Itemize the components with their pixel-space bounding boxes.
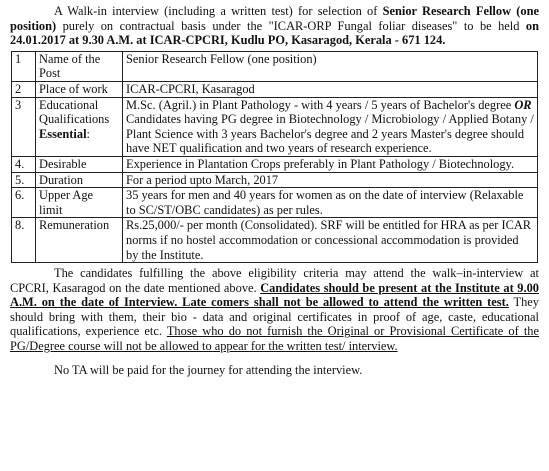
- row-label: Upper Age limit: [36, 188, 123, 218]
- table-row: [12, 188, 538, 218]
- row-value: Experience in Plantation Crops preferably in Plant Pathology / Biotechnology.: [123, 156, 538, 172]
- row-number: 6.: [12, 188, 36, 218]
- timing-warning: Candidates should be present at the Institute at 9.00 A.M. on the date of Interview. Late comers shall not be allowed to attend the written test.: [10, 280, 539, 310]
- documents-text: They should bring with them, their bio - data and original certificates in proof of age, caste, educational qualifications, experience etc.: [10, 295, 539, 339]
- label-suffix: :: [86, 126, 90, 141]
- qualification-text-b: Candidates having PG degree in Biotechnology / Microbiology / Applied Botany / Plant Science with 3 years Bachelor's degree and 2 years Master's degree should have NET qualification and two years of research experience.: [126, 112, 534, 156]
- row-value: Rs.25,000/- per month (Consolidated). SRF will be entitled for HRA as per ICAR norms if no hostel accommodation or concessional accommodation is provided by the Institute.: [123, 218, 538, 263]
- instructions-paragraph: [10, 266, 539, 354]
- row-number: 2: [12, 81, 36, 97]
- row-label: Name of the Post: [36, 51, 123, 81]
- qualification-text-a: M.Sc. (Agril.) in Plant Pathology - with 4 years / 5 years of Bachelor's degree: [126, 97, 515, 112]
- row-number: 1: [12, 51, 36, 81]
- intro-text-2: purely on contractual basis under the "ICAR-ORP Fungal foliar diseases" to be held: [56, 18, 526, 33]
- qualifications-label: Educational Qualifications: [39, 97, 110, 127]
- row-number: 4.: [12, 156, 36, 172]
- row-value: 35 years for men and 40 years for women as on the date of interview (Relaxable to SC/ST/OBC candidates) as per rules.: [123, 188, 538, 218]
- table-row: [12, 97, 538, 156]
- intro-paragraph: [10, 4, 539, 48]
- instructions-text: The candidates fulfilling the above eligibility criteria may attend the walk–in-interview at CPCRI, Kasaragod on the date mentioned above.: [10, 266, 539, 295]
- ta-note-text: No TA will be paid for the journey for attending the interview.: [54, 362, 363, 377]
- row-number: 3: [12, 97, 36, 156]
- row-label: Place of work: [36, 81, 123, 97]
- post-name: Senior Research Fellow (one position): [10, 4, 539, 33]
- row-number: 5.: [12, 172, 36, 188]
- essential-label: Essential: [39, 126, 87, 141]
- row-label: [36, 97, 123, 156]
- table-row: [12, 172, 538, 188]
- row-value: For a period upto March, 2017: [123, 172, 538, 188]
- table-row: [12, 156, 538, 172]
- eligibility-table: [11, 51, 538, 263]
- row-value: [123, 97, 538, 156]
- intro-text: A Walk-in interview (including a written test) for selection of: [54, 4, 383, 18]
- row-label: Desirable: [36, 156, 123, 172]
- row-label: Remuneration: [36, 218, 123, 263]
- table-row: [12, 81, 538, 97]
- row-value: Senior Research Fellow (one position): [123, 51, 538, 81]
- row-number: 8.: [12, 218, 36, 263]
- interview-venue: on 24.01.2017 at 9.30 A.M. at ICAR-CPCRI, Kudlu PO, Kasaragod, Kerala - 671 124.: [10, 18, 539, 48]
- table-row: [12, 218, 538, 263]
- row-label: Duration: [36, 172, 123, 188]
- or-keyword: OR: [514, 97, 532, 112]
- row-value: ICAR-CPCRI, Kasaragod: [123, 81, 538, 97]
- table-row: [12, 51, 538, 81]
- certificate-warning: Those who do not furnish the Original or Provisional Certificate of the PG/Degree course will not be allowed to appear for the written test/ interview.: [10, 324, 539, 354]
- ta-note: [10, 363, 539, 378]
